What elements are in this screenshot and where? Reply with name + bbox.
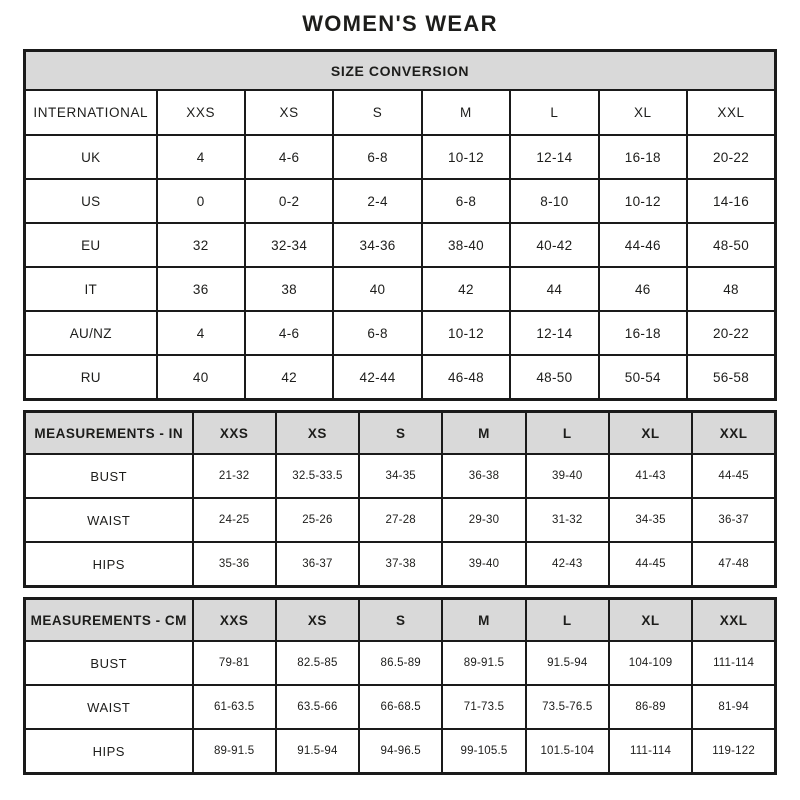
column-header: XL	[609, 412, 692, 455]
table-cell: 0	[157, 179, 245, 223]
page-title: WOMEN'S WEAR	[302, 11, 498, 36]
column-header-row	[25, 599, 776, 642]
table-cell: 20-22	[687, 135, 775, 179]
table-cell: 63.5-66	[276, 685, 359, 729]
table-cell: 25-26	[276, 498, 359, 542]
column-header: XS	[276, 412, 359, 455]
table-cell: 91.5-94	[526, 641, 609, 685]
table-cell: 34-36	[333, 223, 421, 267]
row-label: WAIST	[25, 498, 193, 542]
row-label: RU	[25, 355, 157, 400]
table-cell: 104-109	[609, 641, 692, 685]
table-row	[25, 135, 776, 179]
column-header: XXL	[692, 412, 775, 455]
table-cell: 94-96.5	[359, 729, 442, 774]
column-header: M	[442, 599, 525, 642]
table-cell: 111-114	[609, 729, 692, 774]
row-header: MEASUREMENTS - IN	[25, 412, 193, 455]
table-cell: 34-35	[359, 454, 442, 498]
table-cell: 16-18	[599, 311, 687, 355]
table-cell: 4	[157, 311, 245, 355]
table-cell: 12-14	[510, 135, 598, 179]
table-cell: 32	[157, 223, 245, 267]
table-cell: 42-44	[333, 355, 421, 400]
table-cell: 39-40	[526, 454, 609, 498]
column-header: XS	[245, 90, 333, 135]
table-cell: 14-16	[687, 179, 775, 223]
table-row	[25, 729, 776, 774]
table-cell: 36	[157, 267, 245, 311]
row-label: AU/NZ	[25, 311, 157, 355]
row-label: WAIST	[25, 685, 193, 729]
table-cell: 66-68.5	[359, 685, 442, 729]
table-row	[25, 311, 776, 355]
row-label: HIPS	[25, 542, 193, 587]
column-header: XXL	[692, 599, 775, 642]
table-cell: 16-18	[599, 135, 687, 179]
table-row	[25, 454, 776, 498]
table-cell: 44-45	[692, 454, 775, 498]
column-header: L	[526, 412, 609, 455]
table-cell: 44-46	[599, 223, 687, 267]
table-cell: 42-43	[526, 542, 609, 587]
table-cell: 6-8	[333, 311, 421, 355]
measurements-cm-table	[23, 597, 777, 775]
row-label: US	[25, 179, 157, 223]
table-cell: 0-2	[245, 179, 333, 223]
table-cell: 73.5-76.5	[526, 685, 609, 729]
table-cell: 4	[157, 135, 245, 179]
column-header: XXS	[193, 599, 276, 642]
size-chart-page	[23, 11, 777, 775]
table-title-row	[25, 51, 776, 91]
row-label: UK	[25, 135, 157, 179]
table-cell: 47-48	[692, 542, 775, 587]
table-cell: 38-40	[422, 223, 510, 267]
column-header-row	[25, 412, 776, 455]
table-cell: 32.5-33.5	[276, 454, 359, 498]
table-cell: 24-25	[193, 498, 276, 542]
table-cell: 20-22	[687, 311, 775, 355]
column-header: XL	[609, 599, 692, 642]
row-header: INTERNATIONAL	[25, 90, 157, 135]
table-cell: 38	[245, 267, 333, 311]
row-label: BUST	[25, 641, 193, 685]
table-cell: 27-28	[359, 498, 442, 542]
table-cell: 36-38	[442, 454, 525, 498]
table-cell: 40-42	[510, 223, 598, 267]
table-row	[25, 542, 776, 587]
column-header: M	[422, 90, 510, 135]
column-header: XXS	[157, 90, 245, 135]
row-label: BUST	[25, 454, 193, 498]
column-header: S	[333, 90, 421, 135]
table-cell: 86.5-89	[359, 641, 442, 685]
measurements-in-table	[23, 410, 777, 588]
table-cell: 42	[422, 267, 510, 311]
table-cell: 36-37	[692, 498, 775, 542]
table-cell: 8-10	[510, 179, 598, 223]
table-title: SIZE CONVERSION	[25, 51, 776, 91]
table-cell: 4-6	[245, 311, 333, 355]
table-cell: 36-37	[276, 542, 359, 587]
table-cell: 21-32	[193, 454, 276, 498]
row-label: HIPS	[25, 729, 193, 774]
column-header: XXL	[687, 90, 775, 135]
table-cell: 82.5-85	[276, 641, 359, 685]
table-cell: 41-43	[609, 454, 692, 498]
table-cell: 46-48	[422, 355, 510, 400]
table-cell: 35-36	[193, 542, 276, 587]
table-cell: 10-12	[599, 179, 687, 223]
column-header-row	[25, 90, 776, 135]
table-cell: 32-34	[245, 223, 333, 267]
column-header: S	[359, 412, 442, 455]
table-cell: 2-4	[333, 179, 421, 223]
table-cell: 46	[599, 267, 687, 311]
column-header: S	[359, 599, 442, 642]
table-row	[25, 179, 776, 223]
table-cell: 101.5-104	[526, 729, 609, 774]
column-header: XS	[276, 599, 359, 642]
table-row	[25, 267, 776, 311]
table-cell: 10-12	[422, 135, 510, 179]
table-cell: 44	[510, 267, 598, 311]
row-header: MEASUREMENTS - CM	[25, 599, 193, 642]
table-cell: 86-89	[609, 685, 692, 729]
table-cell: 48-50	[510, 355, 598, 400]
table-cell: 56-58	[687, 355, 775, 400]
table-row	[25, 223, 776, 267]
table-cell: 6-8	[422, 179, 510, 223]
table-cell: 50-54	[599, 355, 687, 400]
table-cell: 111-114	[692, 641, 775, 685]
table-row	[25, 641, 776, 685]
table-cell: 4-6	[245, 135, 333, 179]
table-cell: 39-40	[442, 542, 525, 587]
table-cell: 61-63.5	[193, 685, 276, 729]
table-cell: 44-45	[609, 542, 692, 587]
table-cell: 12-14	[510, 311, 598, 355]
table-cell: 89-91.5	[442, 641, 525, 685]
table-cell: 40	[333, 267, 421, 311]
table-cell: 71-73.5	[442, 685, 525, 729]
table-cell: 91.5-94	[276, 729, 359, 774]
column-header: L	[526, 599, 609, 642]
table-cell: 10-12	[422, 311, 510, 355]
size-conversion-table	[23, 49, 777, 401]
table-cell: 89-91.5	[193, 729, 276, 774]
table-cell: 40	[157, 355, 245, 400]
table-cell: 79-81	[193, 641, 276, 685]
table-cell: 81-94	[692, 685, 775, 729]
table-row	[25, 355, 776, 400]
row-label: IT	[25, 267, 157, 311]
table-cell: 48	[687, 267, 775, 311]
table-cell: 6-8	[333, 135, 421, 179]
table-cell: 37-38	[359, 542, 442, 587]
column-header: XXS	[193, 412, 276, 455]
column-header: L	[510, 90, 598, 135]
column-header: XL	[599, 90, 687, 135]
table-row	[25, 685, 776, 729]
table-cell: 42	[245, 355, 333, 400]
table-cell: 99-105.5	[442, 729, 525, 774]
table-cell: 34-35	[609, 498, 692, 542]
table-cell: 119-122	[692, 729, 775, 774]
table-cell: 31-32	[526, 498, 609, 542]
table-cell: 29-30	[442, 498, 525, 542]
row-label: EU	[25, 223, 157, 267]
column-header: M	[442, 412, 525, 455]
table-cell: 48-50	[687, 223, 775, 267]
table-row	[25, 498, 776, 542]
